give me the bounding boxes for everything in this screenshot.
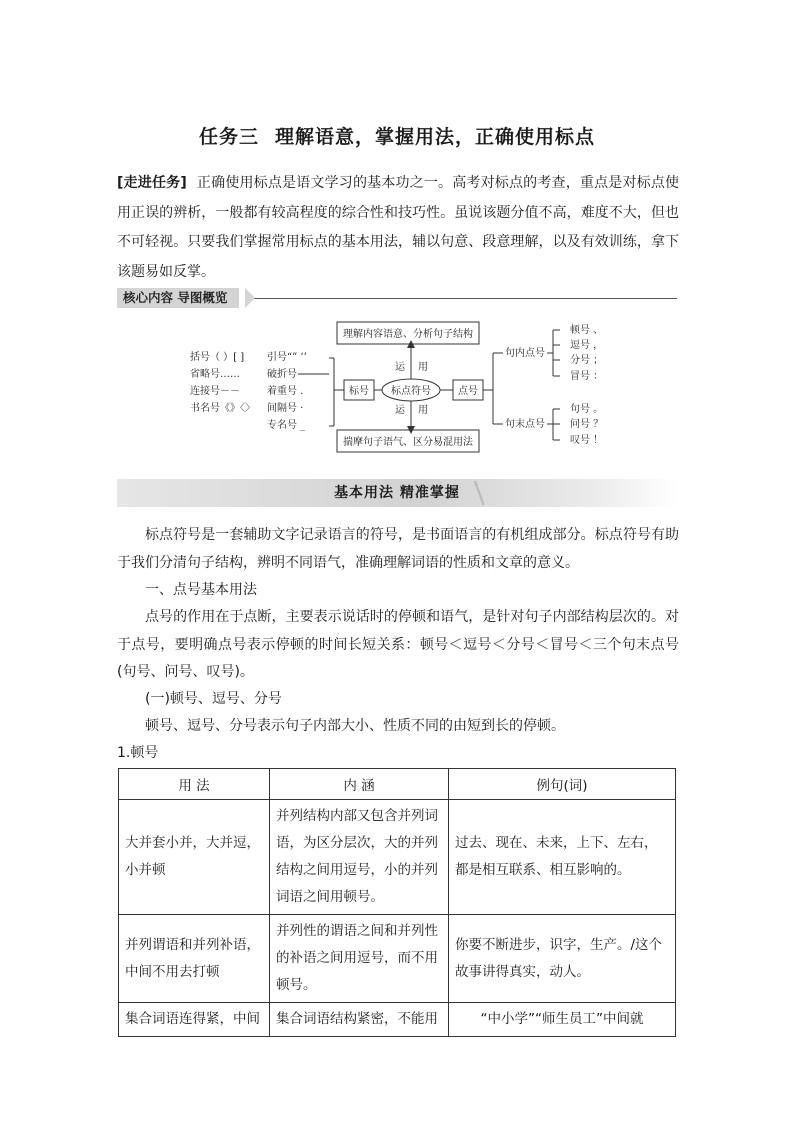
page-title: 任务三 理解语意，掌握用法，正确使用标点 (198, 126, 596, 148)
intro-tag: [走进任务] (117, 175, 187, 191)
table-cell: 并列性的谓语之间和并列性的补语之间用逗号，而不用顿号。 (270, 915, 449, 1003)
yun-text-top: 运 (395, 362, 405, 373)
table-cell: 大并套小并，大并逗，小并顿 (119, 800, 270, 915)
intro-paragraph (117, 169, 679, 287)
yong-text-top: 用 (418, 362, 428, 373)
jumo-item: 问号 ？ (570, 419, 604, 430)
center-text: 标点符号 (391, 386, 431, 397)
basic-usage-label: 基本用法 精准掌握 (334, 485, 460, 501)
jumo-text: 句末点号 (505, 419, 545, 430)
bottom-box-text: 揣摩句子语气、区分易混用法 (343, 437, 473, 448)
intro-body-paragraph: 标点符号是一套辅助文字记录语言的符号，是书面语言的有机组成部分。标点符号有助于我们分清句子结构，辨明不同语气，准确理解词语的性质和文章的意义。 (117, 527, 679, 571)
table-row (119, 800, 676, 915)
table-cell: 并列谓语和并列补语，中间不用去打顿 (119, 915, 270, 1003)
body-paragraph: 点号的作用在于点断，主要表示说话时的停顿和语气，是针对句子内部结构层次的。对于点号，要明确点号表示停顿的时间长短关系：顿号＜逗号＜分号＜冒号＜三个句末点号(句号、问号、叹号)。 (117, 609, 679, 680)
junei-item: 顿号 、 (570, 325, 604, 336)
mind-map-diagram (117, 316, 617, 466)
intro-text: 正确使用标点是语文学习的基本功之一。高考对标点的考查，重点是对标点使用正误的辨析，一般都有较高程度的综合性和技巧性。虽说该题分值不高，难度不大，但也不可轻视。只要我们掌握常用标点的基本用法，辅以句意、段意理解，以及有效训练，拿下该题易如反掌。 (117, 175, 680, 280)
column-header: 用 法 (119, 769, 270, 800)
mid-item: 破折号 (267, 369, 297, 380)
usage-table (118, 768, 676, 1037)
core-content-label: 核心内容 导图概览 (117, 288, 239, 308)
junei-item: 冒号 ： (570, 371, 604, 382)
left-item: 括号（ ）[ ] (190, 352, 245, 363)
junei-item: 逗号 ， (570, 340, 604, 351)
jumo-item: 叹号 ！ (570, 435, 604, 446)
core-content-banner (117, 288, 677, 308)
yun-text-bottom: 运 (395, 405, 405, 416)
table-cell: 集合词语结构紧密，不能用 (270, 1003, 449, 1037)
table-cell: 并列结构内部又包含并列词语，为区分层次，大的并列结构之间用逗号，小的并列词语之间用顿号。 (270, 800, 449, 915)
left-item: 书名号《》〈〉 (190, 403, 255, 414)
table-header-row (119, 769, 676, 800)
left-item: 连接号－－ (190, 386, 240, 397)
biaohao-text: 标号 (349, 386, 369, 397)
column-header: 例句(词) (449, 769, 676, 800)
item-heading: 1.顿号 (117, 745, 159, 761)
mid-item: 间隔号 · (267, 403, 304, 414)
top-box-text: 理解内容语意、分析句子结构 (343, 329, 473, 340)
left-item: 省略号…… (190, 369, 240, 380)
table-cell: 过去、现在、未来，上下、左右，都是相互联系、相互影响的。 (449, 800, 676, 915)
mid-item: 着重号 . (267, 386, 304, 397)
dianhao-text: 点号 (458, 386, 478, 397)
mid-item: 专名号 _ (267, 420, 306, 431)
basic-usage-banner (117, 479, 677, 507)
body-paragraph: 顿号、逗号、分号表示句子内部大小、性质不同的由短到长的停顿。 (145, 718, 565, 734)
junei-item: 分号 ； (570, 355, 604, 366)
section-heading: 一、点号基本用法 (145, 582, 257, 598)
jumo-item: 句号 。 (570, 404, 604, 415)
table-cell: 集合词语连得紧，中间 (119, 1003, 270, 1037)
mid-item: 引号“” ‘’ (267, 352, 307, 363)
table-row (119, 915, 676, 1003)
table-cell: 你要不断进步，识字，生产。/这个故事讲得真实，动人。 (449, 915, 676, 1003)
table-cell: “中小学”“师生员工”中间就 (449, 1003, 676, 1037)
table-row (119, 1003, 676, 1037)
subsection-heading: (一)顿号、逗号、分号 (145, 691, 282, 707)
yong-text-bottom: 用 (418, 405, 428, 416)
junei-text: 句内点号 (505, 348, 545, 359)
column-header: 内 涵 (270, 769, 449, 800)
